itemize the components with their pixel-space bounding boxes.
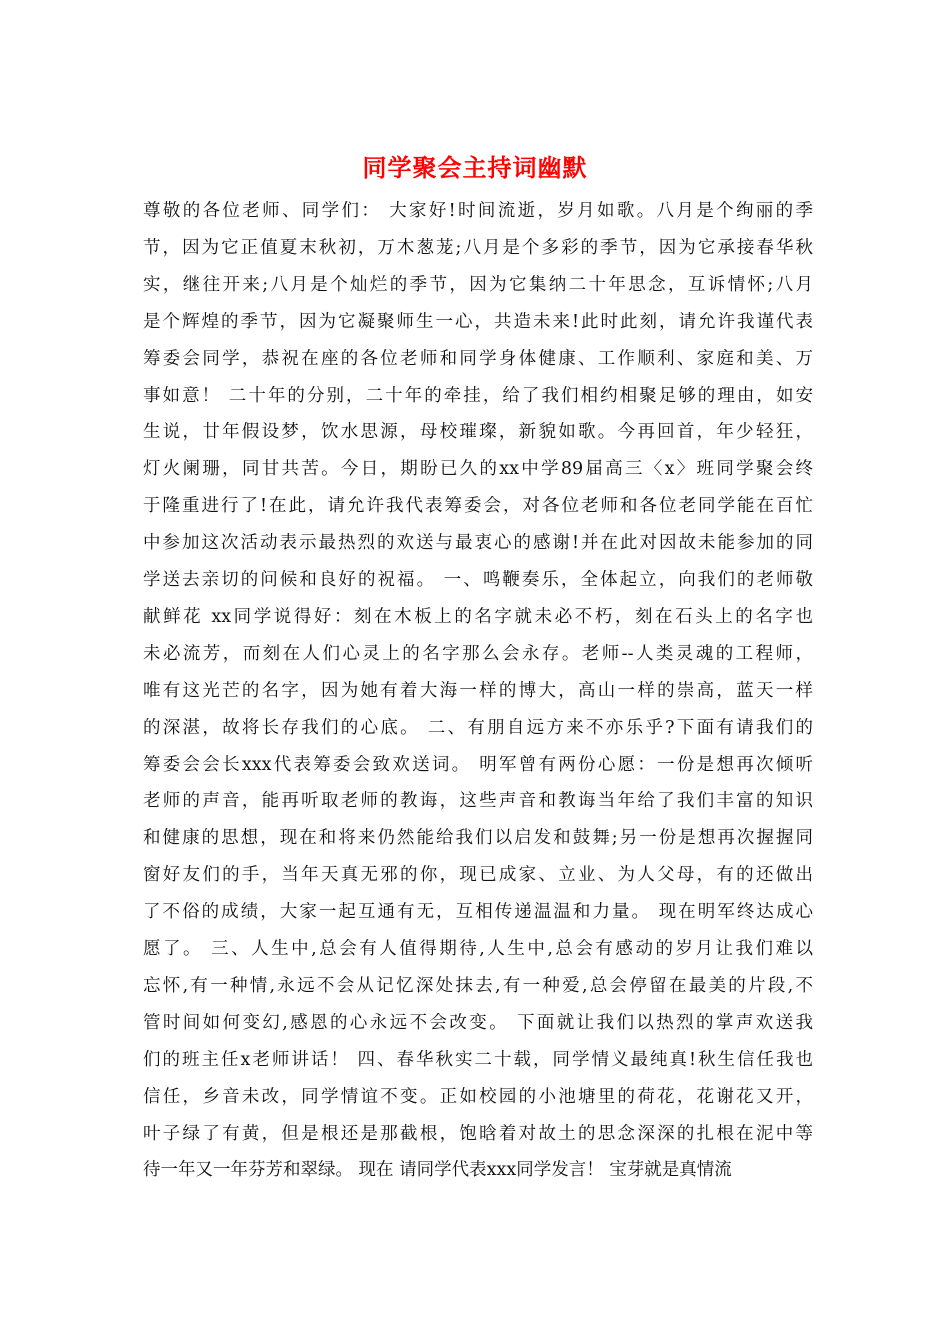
paragraph-line: 节，因为它正值夏末秋初，万木葱茏;八月是个多彩的季节，因为它承接春华秋 (143, 237, 813, 258)
paragraph-line: 中参加这次活动表示最热烈的欢送与最衷心的感谢!并在此对因故未能参加的同 (143, 533, 813, 554)
paragraph-line: 筹委会会长xxx代表筹委会致欢送词。 明军曾有两份心愿：一份是想再次倾听 (143, 754, 813, 775)
paragraph-line: 于隆重进行了!在此，请允许我代表筹委会，对各位老师和各位老同学能在百忙 (143, 496, 813, 517)
paragraph-line: 愿了。 三、人生中,总会有人值得期待,人生中,总会有感动的岁月让我们难以 (143, 939, 813, 959)
paragraph-line: 了不俗的成绩，大家一起互通有无，互相传递温温和力量。 现在明军终达成心 (143, 902, 813, 923)
paragraph-line: 是个辉煌的季节，因为它凝聚师生一心，共造未来!此时此刻，请允许我谨代表 (143, 311, 813, 332)
paragraph-line: 老师的声音，能再听取老师的教诲，这些声音和教诲当年给了我们丰富的知识 (143, 791, 813, 812)
paragraph-line: 窗好友们的手，当年天真无邪的你，现已成家、立业、为人父母，有的还做出 (143, 865, 813, 886)
paragraph-line: 实，继往开来;八月是个灿烂的季节，因为它集纳二十年思念，互诉情怀;八月 (143, 274, 813, 295)
paragraph-line: 忘怀,有一种情,永远不会从记忆深处抹去,有一种爱,总会停留在最美的片段,不 (143, 975, 813, 996)
paragraph-line: 筹委会同学，恭祝在座的各位老师和同学身体健康、工作顺利、家庭和美、万 (143, 348, 813, 369)
paragraph-line: 的深湛，故将长存我们的心底。 二、有朋自远方来不亦乐乎?下面有请我们的 (143, 717, 813, 738)
paragraph-line: 唯有这光芒的名字，因为她有着大海一样的博大，高山一样的崇高，蓝天一样 (143, 680, 813, 701)
paragraph-line: 和健康的思想，现在和将来仍然能给我们以启发和鼓舞;另一份是想再次握握同 (143, 828, 813, 849)
paragraph-line: 尊敬的各位老师、同学们： 大家好!时间流逝，岁月如歌。八月是个绚丽的季 (143, 201, 813, 221)
paragraph-line: 待一年又一年芬芳和翠绿。 现在 请同学代表xxx同学发言！ 宝芽就是真情流 (143, 1160, 732, 1181)
paragraph-line: 未必流芳，而刻在人们心灵上的名字那么会永存。老师--人类灵魂的工程师， (143, 643, 813, 664)
paragraph-line: 管时间如何变幻,感恩的心永远不会改变。 下面就让我们以热烈的掌声欢送我 (143, 1012, 813, 1033)
paragraph-line: 灯火阑珊，同甘共苦。今日，期盼已久的xx中学89届高三〈x〉班同学聚会终 (143, 459, 813, 480)
paragraph-line: 生说，廿年假设梦，饮水思源，母校璀璨，新貌如歌。今再回首，年少轻狂， (143, 422, 813, 443)
paragraph-line: 献鲜花 xx同学说得好：刻在木板上的名字就未必不朽，刻在石头上的名字也 (143, 606, 813, 627)
document-title: 同学聚会主持词幽默 (362, 153, 588, 182)
paragraph-line: 们的班主任x老师讲话！ 四、春华秋实二十载，同学情义最纯真!秋生信任我也 (143, 1049, 813, 1070)
paragraph-line: 事如意！ 二十年的分别，二十年的牵挂，给了我们相约相聚足够的理由，如安 (143, 385, 813, 406)
paragraph-line: 叶子绿了有黄，但是根还是那截根，饱晗着对故土的思念深深的扎根在泥中等 (143, 1123, 813, 1144)
paragraph-line: 学送去亲切的问候和良好的祝福。 一、鸣鞭奏乐，全体起立，向我们的老师敬 (143, 570, 813, 590)
paragraph-line: 信任，乡音未改，同学情谊不变。正如校园的小池塘里的荷花，花谢花又开， (143, 1086, 813, 1107)
